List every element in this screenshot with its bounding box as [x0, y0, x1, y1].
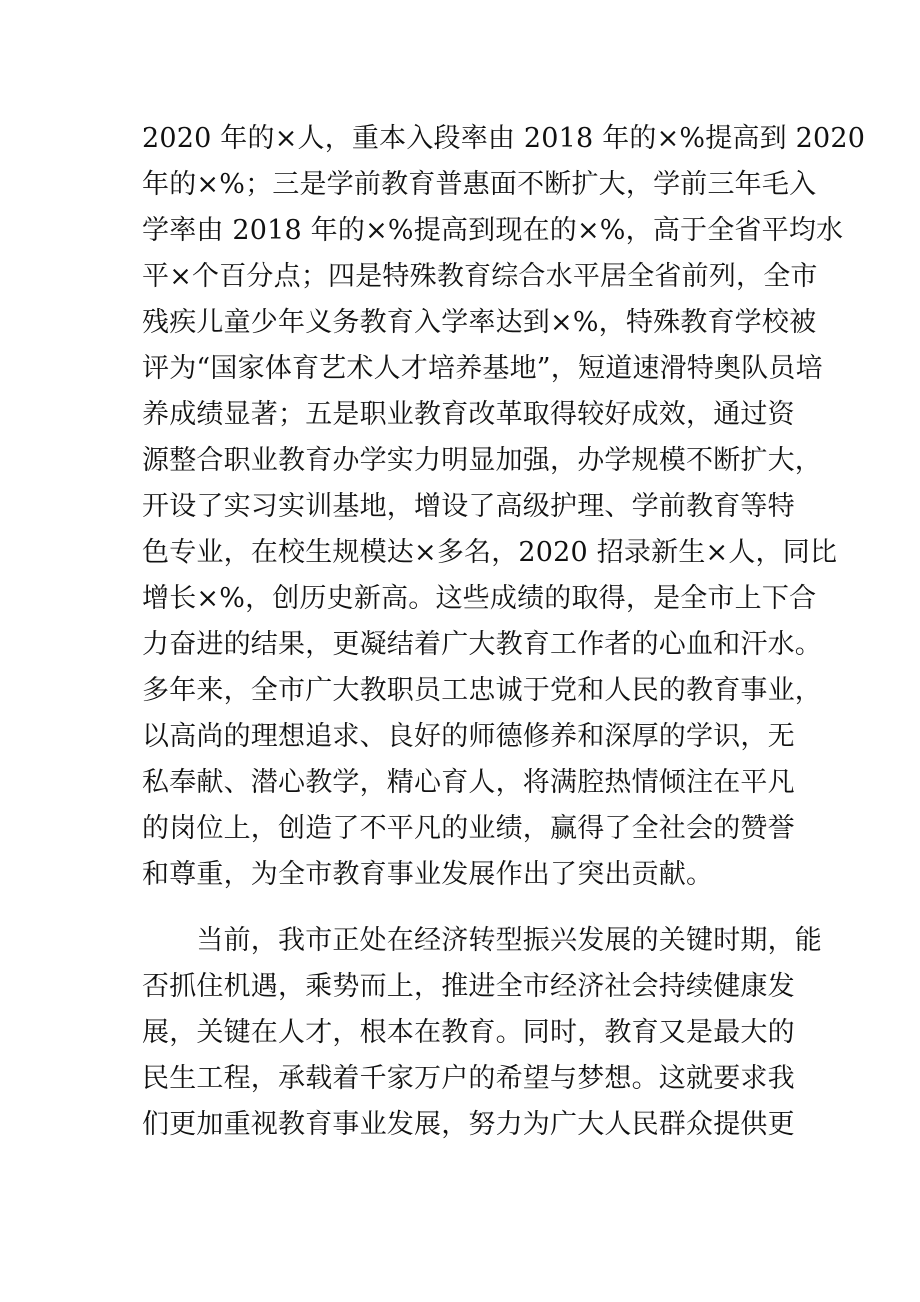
text-line: 们更加重视教育事业发展，努力为广大人民群众提供更	[142, 1109, 795, 1140]
text-line: 源整合职业教育办学实力明显加强，办学规模不断扩大，	[142, 445, 822, 476]
text-line: 否抓住机遇，乘势而上，推进全市经济社会持续健康发	[142, 971, 795, 1002]
text-line: 当前，我市正处在经济转型振兴发展的关键时期，能	[142, 925, 822, 956]
text-line: 私奉献、潜心教学，精心育人，将满腔热情倾注在平凡	[142, 767, 795, 798]
text-line: 展，关键在人才，根本在教育。同时，教育又是最大的	[142, 1017, 795, 1048]
text-line: 多年来，全市广大教职员工忠诚于党和人民的教育事业，	[142, 675, 822, 706]
text-line: 力奋进的结果，更凝结着广大教育工作者的心血和汗水。	[142, 629, 822, 660]
text-line: 开设了实习实训基地，增设了高级护理、学前教育等特	[142, 491, 795, 522]
text-line: 残疾儿童少年义务教育入学率达到×%，特殊教育学校被	[142, 307, 817, 338]
text-line: 以高尚的理想追求、良好的师德修养和深厚的学识，无	[142, 721, 795, 752]
paragraph-achievements	[142, 116, 866, 898]
text-line: 色专业，在校生规模达×多名，2020 招录新生×人，同比	[142, 537, 838, 568]
text-line: 学率由 2018 年的×%提高到现在的×%，高于全省平均水	[142, 215, 844, 246]
text-line: 民生工程，承载着千家万户的希望与梦想。这就要求我	[142, 1063, 795, 1094]
text-line: 平×个百分点；四是特殊教育综合水平居全省前列，全市	[142, 261, 818, 292]
paragraph-current-situation	[142, 918, 822, 1148]
text-line: 养成绩显著；五是职业教育改革取得较好成效，通过资	[142, 399, 795, 430]
text-line: 评为“国家体育艺术人才培养基地”，短道速滑特奥队员培	[142, 353, 823, 384]
text-line: 的岗位上，创造了不平凡的业绩，赢得了全社会的赞誉	[142, 813, 795, 844]
text-line: 年的×%；三是学前教育普惠面不断扩大，学前三年毛入	[142, 169, 817, 200]
text-line: 增长×%，创历史新高。这些成绩的取得，是全市上下合	[142, 583, 817, 614]
text-line: 2020 年的×人，重本入段率由 2018 年的×%提高到 2020	[142, 123, 866, 154]
text-line: 和尊重，为全市教育事业发展作出了突出贡献。	[142, 859, 714, 890]
